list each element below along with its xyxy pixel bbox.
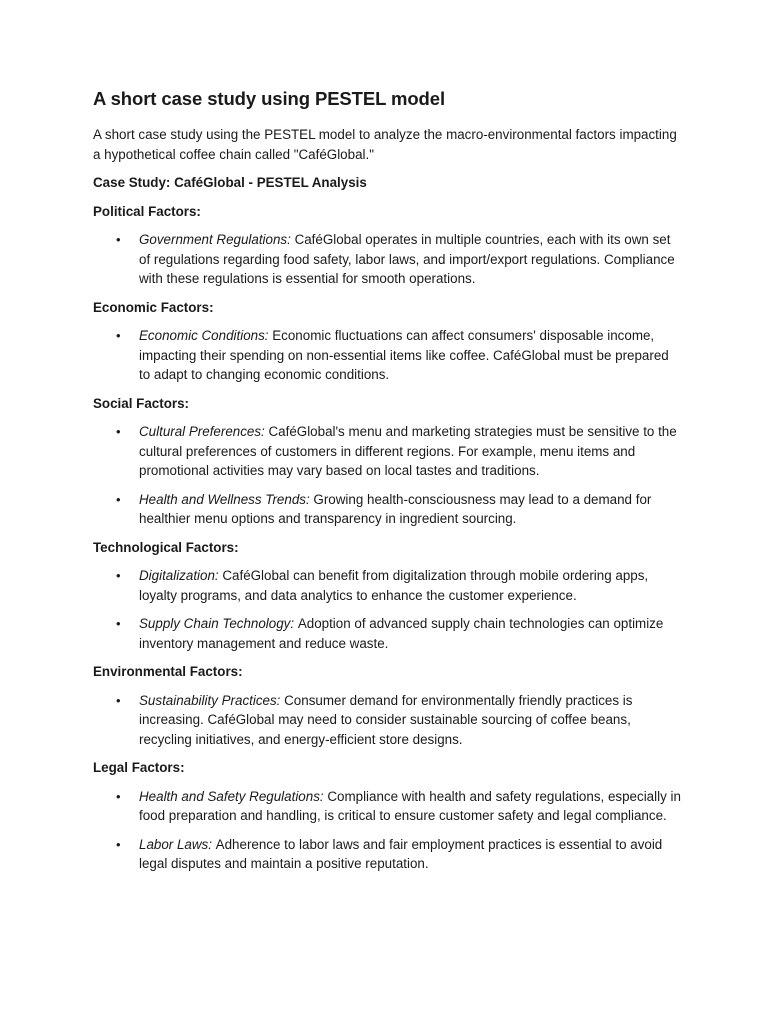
bullet-list <box>93 566 683 653</box>
section-environmental <box>93 662 683 749</box>
bullet-icon: • <box>116 692 121 708</box>
factor-text: Consumer demand for environmentally friendly practices is increasing. CaféGlobal may need to consider sustainable sourcing of coffee beans, recycling initiatives, and energy-efficient store designs. <box>139 692 633 747</box>
section-technological <box>93 538 683 654</box>
factor-term: Sustainability Practices: <box>139 692 285 708</box>
factor-term: Supply Chain Technology: <box>139 616 298 631</box>
section-political <box>93 202 683 289</box>
document-page <box>93 86 683 883</box>
section-heading: Social Factors: <box>93 395 189 411</box>
bullet-icon: • <box>116 616 121 631</box>
section-heading: Environmental Factors: <box>93 664 243 679</box>
section-legal <box>93 758 683 874</box>
list-item <box>93 230 683 289</box>
bullet-list <box>93 230 683 289</box>
factor-text: CaféGlobal's menu and marketing strategies must be sensitive to the cultural preferences of customers in different regions. For example, menu items and promotional activities may vary based on local tastes and traditions. <box>139 424 677 478</box>
section-economic <box>93 298 683 385</box>
list-item <box>93 787 683 826</box>
bullet-icon: • <box>116 328 121 343</box>
bullet-icon: • <box>116 788 121 804</box>
factor-term: Digitalization: <box>139 568 223 583</box>
list-item <box>93 422 683 481</box>
bullet-list <box>93 691 683 750</box>
list-item <box>93 835 683 874</box>
bullet-list <box>93 787 683 874</box>
bullet-icon: • <box>116 836 121 852</box>
list-item <box>93 490 683 529</box>
bullet-list <box>93 422 683 529</box>
factor-text: Adherence to labor laws and fair employment practices is essential to avoid legal disputes and maintain a positive reputation. <box>139 836 663 871</box>
factor-text: Compliance with health and safety regulations, especially in food preparation and handling, is critical to ensure customer safety and legal compliance. <box>139 788 681 823</box>
factor-text: Adoption of advanced supply chain technologies can optimize inventory management and reduce waste. <box>139 616 664 651</box>
bullet-list <box>93 326 683 385</box>
bullet-icon: • <box>116 424 121 439</box>
list-item <box>93 691 683 750</box>
factor-text: Growing health-consciousness may lead to a demand for healthier menu options and transparency in ingredient sourcing. <box>139 491 652 526</box>
list-item <box>93 614 683 653</box>
factor-text: CaféGlobal operates in multiple countries, each with its own set of regulations regarding food safety, labor laws, and import/export regulations. Compliance with these regulations is essential for smooth operations. <box>139 232 675 286</box>
case-study-heading: Case Study: CaféGlobal - PESTEL Analysis <box>93 175 367 190</box>
section-social <box>93 394 683 529</box>
section-heading: Technological Factors: <box>93 539 239 555</box>
factor-term: Labor Laws: <box>139 836 216 852</box>
factor-term: Health and Wellness Trends: <box>139 491 314 507</box>
list-item <box>93 566 683 605</box>
factor-term: Cultural Preferences: <box>139 424 269 439</box>
document-title: A short case study using PESTEL model <box>93 88 445 109</box>
bullet-icon: • <box>116 232 121 247</box>
factor-text: Economic fluctuations can affect consumers' disposable income, impacting their spending on non-essential items like coffee. CaféGlobal must be prepared to adapt to changing economic conditions. <box>139 328 669 382</box>
factor-text: CaféGlobal can benefit from digitalization through mobile ordering apps, loyalty programs, and data analytics to enhance the customer experience. <box>139 568 649 603</box>
factor-term: Government Regulations: <box>139 232 295 247</box>
bullet-icon: • <box>116 568 121 583</box>
section-heading: Legal Factors: <box>93 760 185 775</box>
factor-term: Economic Conditions: <box>139 328 273 343</box>
intro-paragraph: A short case study using the PESTEL model to analyze the macro-environmental factors impacting a hypothetical coffee chain called "CaféGlobal." <box>93 127 677 162</box>
factor-term: Health and Safety Regulations: <box>139 788 328 804</box>
bullet-icon: • <box>116 491 121 507</box>
list-item <box>93 326 683 385</box>
section-heading: Political Factors: <box>93 203 201 219</box>
section-heading: Economic Factors: <box>93 299 214 315</box>
